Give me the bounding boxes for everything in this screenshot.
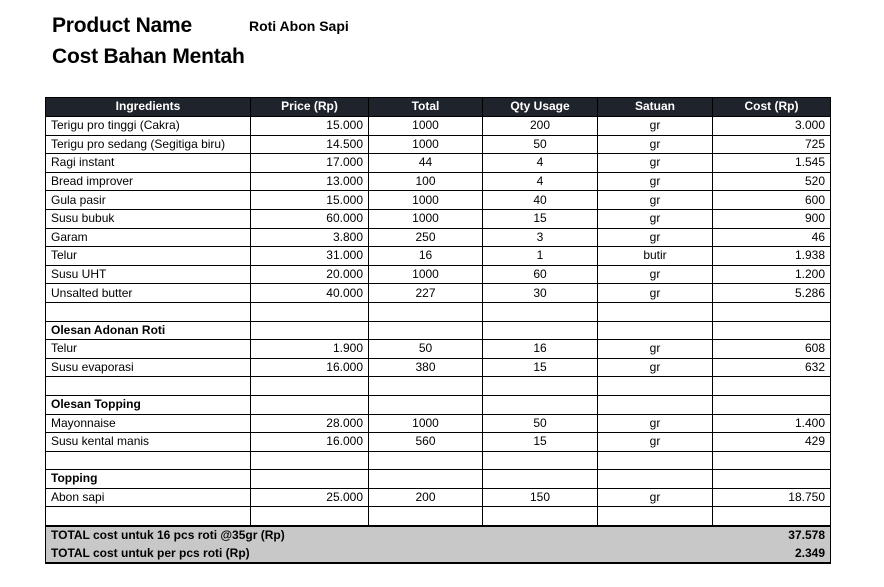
table-cell [483, 470, 598, 489]
section-label: Olesan Adonan Roti [46, 321, 251, 340]
table-cell [713, 395, 831, 414]
ingredient-row [46, 228, 831, 247]
table-cell: 14.500 [251, 135, 369, 154]
table-cell [369, 507, 483, 526]
table-body [46, 117, 831, 527]
table-cell: gr [598, 228, 713, 247]
ingredient-row [46, 340, 831, 359]
table-cell [598, 507, 713, 526]
spacer-row [46, 302, 831, 321]
table-cell: Abon sapi [46, 488, 251, 507]
table-cell: 1.400 [713, 414, 831, 433]
table-cell: 3.000 [713, 117, 831, 136]
table-cell [251, 302, 369, 321]
table-cell [251, 377, 369, 396]
spacer-row [46, 451, 831, 470]
table-cell: gr [598, 358, 713, 377]
table-cell: 632 [713, 358, 831, 377]
table-cell: gr [598, 154, 713, 173]
ingredient-row [46, 154, 831, 173]
table-cell: 900 [713, 209, 831, 228]
ingredient-row [46, 433, 831, 452]
table-cell [483, 377, 598, 396]
table-cell: 60.000 [251, 209, 369, 228]
table-cell [369, 395, 483, 414]
table-cell: 25.000 [251, 488, 369, 507]
table-cell [713, 470, 831, 489]
table-cell: 1.938 [713, 247, 831, 266]
table-cell [483, 302, 598, 321]
table-cell: 1000 [369, 117, 483, 136]
ingredient-row [46, 284, 831, 303]
ingredient-row [46, 488, 831, 507]
table-cell: Ragi instant [46, 154, 251, 173]
table-cell [483, 321, 598, 340]
ingredient-row [46, 135, 831, 154]
table-cell [251, 321, 369, 340]
column-header-cost-rp: Cost (Rp) [713, 98, 831, 117]
table-cell [713, 451, 831, 470]
table-cell [369, 321, 483, 340]
table-cell [369, 470, 483, 489]
table-cell [483, 451, 598, 470]
table-cell: 15 [483, 209, 598, 228]
table-cell [598, 321, 713, 340]
column-header-total: Total [369, 98, 483, 117]
section-header-row [46, 470, 831, 489]
table-cell: 3.800 [251, 228, 369, 247]
cost-table [45, 97, 831, 564]
table-cell: 50 [483, 414, 598, 433]
table-cell: 380 [369, 358, 483, 377]
table-cell: gr [598, 191, 713, 210]
column-header-satuan: Satuan [598, 98, 713, 117]
product-name-label: Product Name [52, 14, 192, 37]
table-cell [46, 507, 251, 526]
table-cell: 13.000 [251, 172, 369, 191]
table-cell: 44 [369, 154, 483, 173]
table-cell: 15.000 [251, 191, 369, 210]
table-cell: 1.900 [251, 340, 369, 359]
table-cell: 15 [483, 358, 598, 377]
section-label: Olesan Topping [46, 395, 251, 414]
table-cell: gr [598, 488, 713, 507]
table-cell: 50 [483, 135, 598, 154]
table-cell: 1000 [369, 209, 483, 228]
table-cell [46, 377, 251, 396]
table-cell: 16 [369, 247, 483, 266]
table-cell: 1.200 [713, 265, 831, 284]
table-cell [598, 451, 713, 470]
table-cell: 1000 [369, 191, 483, 210]
table-cell: 250 [369, 228, 483, 247]
table-cell: gr [598, 117, 713, 136]
table-cell: 1.545 [713, 154, 831, 173]
total-row [46, 526, 831, 545]
table-cell: Susu UHT [46, 265, 251, 284]
table-cell [598, 395, 713, 414]
cost-subtitle: Cost Bahan Mentah [52, 45, 245, 68]
table-cell [483, 395, 598, 414]
table-cell: 40 [483, 191, 598, 210]
table-cell: 725 [713, 135, 831, 154]
table-cell: 31.000 [251, 247, 369, 266]
table-cell: 60 [483, 265, 598, 284]
table-cell: 4 [483, 172, 598, 191]
section-label: Topping [46, 470, 251, 489]
table-cell: 1000 [369, 265, 483, 284]
table-cell: 17.000 [251, 154, 369, 173]
table-cell [713, 302, 831, 321]
table-cell: 150 [483, 488, 598, 507]
table-cell: 40.000 [251, 284, 369, 303]
table-cell: 15.000 [251, 117, 369, 136]
table-cell: 227 [369, 284, 483, 303]
table-cell: 600 [713, 191, 831, 210]
table-cell: 50 [369, 340, 483, 359]
title-block [52, 14, 832, 69]
table-cell: 16.000 [251, 433, 369, 452]
table-cell: 46 [713, 228, 831, 247]
column-header-ingredients: Ingredients [46, 98, 251, 117]
table-cell [598, 302, 713, 321]
ingredient-row [46, 209, 831, 228]
table-cell: 608 [713, 340, 831, 359]
table-cell: 16 [483, 340, 598, 359]
table-cell: Mayonnaise [46, 414, 251, 433]
total-label: TOTAL cost untuk 16 pcs roti @35gr (Rp) [46, 526, 713, 545]
table-cell: Terigu pro sedang (Segitiga biru) [46, 135, 251, 154]
table-cell: 4 [483, 154, 598, 173]
column-header-price-rp: Price (Rp) [251, 98, 369, 117]
table-cell: Susu bubuk [46, 209, 251, 228]
table-cell: gr [598, 209, 713, 228]
table-cell: 520 [713, 172, 831, 191]
ingredient-row [46, 191, 831, 210]
table-cell: 16.000 [251, 358, 369, 377]
table-cell [713, 321, 831, 340]
table-cell: 15 [483, 433, 598, 452]
table-cell [251, 470, 369, 489]
section-header-row [46, 395, 831, 414]
table-cell [46, 302, 251, 321]
table-cell [251, 395, 369, 414]
table-cell [713, 507, 831, 526]
table-cell: butir [598, 247, 713, 266]
table-cell: Garam [46, 228, 251, 247]
table-cell: 200 [483, 117, 598, 136]
table-cell: 200 [369, 488, 483, 507]
table-cell: Telur [46, 247, 251, 266]
spacer-row [46, 507, 831, 526]
table-cell: Bread improver [46, 172, 251, 191]
table-cell: Susu kental manis [46, 433, 251, 452]
table-cell: gr [598, 135, 713, 154]
table-cell: 30 [483, 284, 598, 303]
table-cell: 3 [483, 228, 598, 247]
ingredient-row [46, 358, 831, 377]
table-cell [598, 377, 713, 396]
table-cell: gr [598, 414, 713, 433]
total-label: TOTAL cost untuk per pcs roti (Rp) [46, 545, 713, 564]
ingredient-row [46, 247, 831, 266]
table-cell: Susu evaporasi [46, 358, 251, 377]
table-cell: 20.000 [251, 265, 369, 284]
table-cell: Telur [46, 340, 251, 359]
table-cell: gr [598, 284, 713, 303]
table-cell: 1000 [369, 135, 483, 154]
table-cell [251, 451, 369, 470]
total-row [46, 545, 831, 564]
table-cell: gr [598, 433, 713, 452]
table-cell: 560 [369, 433, 483, 452]
section-header-row [46, 321, 831, 340]
table-cell [369, 451, 483, 470]
table-cell [369, 302, 483, 321]
column-header-qty-usage: Qty Usage [483, 98, 598, 117]
table-cell [713, 377, 831, 396]
ingredient-row [46, 414, 831, 433]
table-cell [46, 451, 251, 470]
table-cell: 429 [713, 433, 831, 452]
table-cell [369, 377, 483, 396]
table-cell: Gula pasir [46, 191, 251, 210]
table-cell: gr [598, 265, 713, 284]
table-cell: Unsalted butter [46, 284, 251, 303]
table-cell [251, 507, 369, 526]
total-value: 37.578 [713, 526, 831, 545]
table-cell [483, 507, 598, 526]
ingredient-row [46, 265, 831, 284]
ingredient-row [46, 117, 831, 136]
product-name-value: Roti Abon Sapi [248, 18, 349, 34]
table-cell: Terigu pro tinggi (Cakra) [46, 117, 251, 136]
table-cell: gr [598, 340, 713, 359]
table-cell: 1 [483, 247, 598, 266]
ingredient-row [46, 172, 831, 191]
table-cell: 1000 [369, 414, 483, 433]
table-cell: 18.750 [713, 488, 831, 507]
table-cell: 100 [369, 172, 483, 191]
total-value: 2.349 [713, 545, 831, 564]
table-cell: gr [598, 172, 713, 191]
table-cell: 5.286 [713, 284, 831, 303]
product-name-line [52, 14, 832, 38]
table-header-row [46, 98, 831, 117]
table-cell [598, 470, 713, 489]
table-cell: 28.000 [251, 414, 369, 433]
table-totals [46, 526, 831, 563]
spacer-row [46, 377, 831, 396]
